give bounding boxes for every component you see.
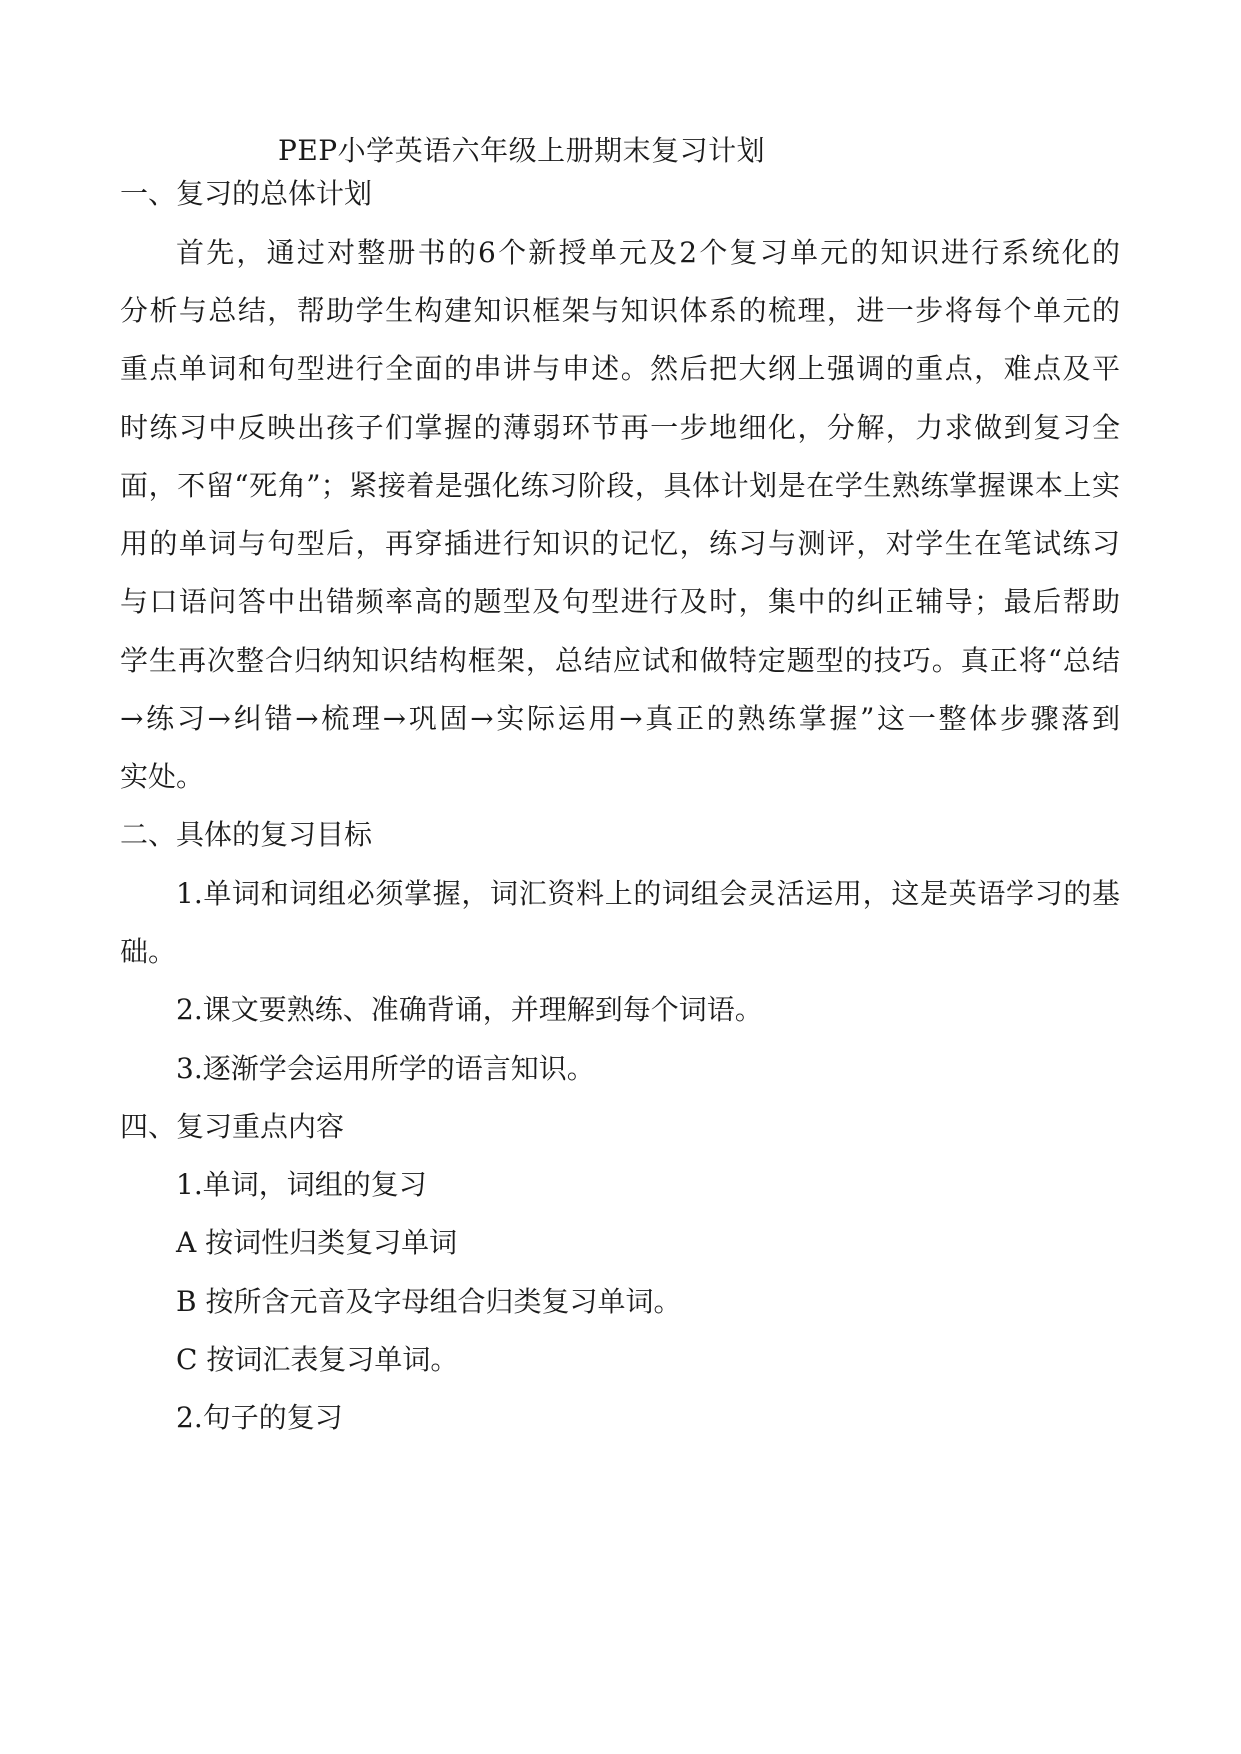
paragraph-line: 重点单词和句型进行全面的串讲与申述。然后把大纲上强调的重点，难点及平 — [120, 352, 1120, 385]
document-title: PEP小学英语六年级上册期末复习计划 — [278, 134, 766, 167]
content-sub-item-c: C 按词汇表复习单词。 — [176, 1343, 459, 1376]
goal-item-3: 3.逐渐学会运用所学的语言知识。 — [176, 1052, 595, 1085]
paragraph-line: 实处。 — [120, 760, 205, 793]
paragraph-line: 面，不留“死角”；紧接着是强化练习阶段，具体计划是在学生熟练掌握课本上实 — [120, 469, 1120, 502]
section-heading-review-goals: 二、具体的复习目标 — [120, 818, 373, 851]
paragraph-line: →练习→纠错→梳理→巩固→实际运用→真正的熟练掌握”这一整体步骤落到 — [120, 702, 1120, 735]
paragraph-line: 用的单词与句型后，再穿插进行知识的记忆，练习与测评，对学生在笔试练习 — [120, 527, 1120, 560]
goal-item-2: 2.课文要熟练、准确背诵，并理解到每个词语。 — [176, 993, 763, 1026]
paragraph-line: 首先，通过对整册书的6个新授单元及2个复习单元的知识进行系统化的 — [176, 236, 1120, 269]
content-item-2: 2.句子的复习 — [176, 1401, 343, 1434]
content-item-1: 1.单词，词组的复习 — [176, 1168, 427, 1201]
section-heading-key-content: 四、复习重点内容 — [120, 1110, 345, 1143]
paragraph-line: 与口语问答中出错频率高的题型及句型进行及时，集中的纠正辅导；最后帮助 — [120, 585, 1120, 618]
section-heading-overall-plan: 一、复习的总体计划 — [120, 177, 373, 210]
goal-item-1-line: 1.单词和词组必须掌握，词汇资料上的词组会灵活运用，这是英语学习的基 — [176, 877, 1120, 910]
paragraph-line: 学生再次整合归纳知识结构框架，总结应试和做特定题型的技巧。真正将“总结 — [120, 644, 1120, 677]
goal-item-1-line: 础。 — [120, 935, 177, 968]
paragraph-line: 分析与总结，帮助学生构建知识框架与知识体系的梳理，进一步将每个单元的 — [120, 294, 1120, 327]
content-sub-item-a: A 按词性归类复习单词 — [176, 1226, 458, 1259]
content-sub-item-b: B 按所含元音及字母组合归类复习单词。 — [176, 1285, 682, 1318]
paragraph-line: 时练习中反映出孩子们掌握的薄弱环节再一步地细化，分解，力求做到复习全 — [120, 411, 1120, 444]
